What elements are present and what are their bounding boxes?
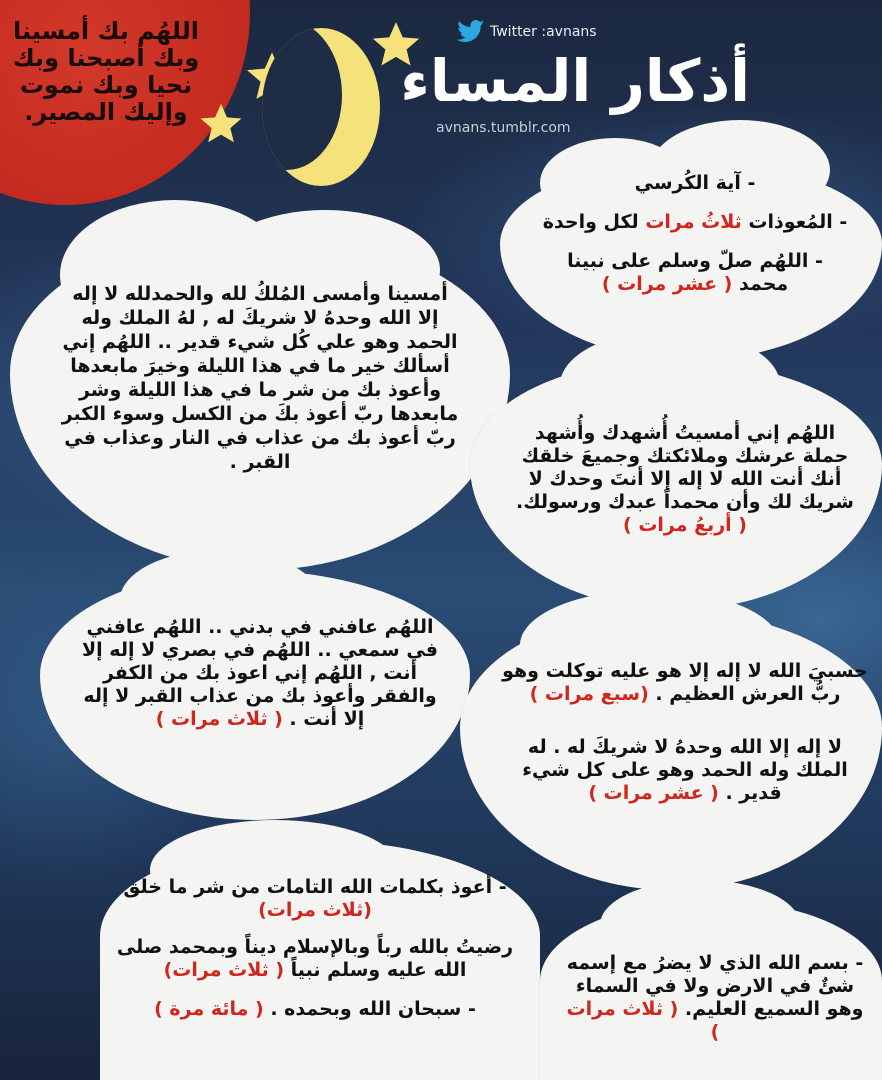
repeat-count: ( ثلاث مرات): [163, 959, 285, 981]
zikr-amsayna: أمسينا وأمسى المُلكُ لله والحمدلله لا إله إلا الله وحدهُ لا شريكَ له , لهُ الملك وله الحمد وهو علي كُل شيء قدير .. اللهُم إني أسألك خير ما في هذا الليلة وخيرَ مابعدها وأعوذ بك من شر ما في هذا الليلة وشر مابعدها ربّ أعوذ بكَ من الكسل وسوء الكبر ربّ أعوذ بك من عذاب في النار وعذاب في القبر .: [61, 283, 459, 473]
zikr-bismillah: - بسم الله الذي لا يضرُ مع إسمه شئٌ في الارض ولا في السماء وهو السميع العليم. ( ثلاث مرات ): [566, 952, 864, 1043]
zikr-subhanallah: - سبحان الله وبحمده . ( مائة مرة ): [154, 998, 476, 1020]
repeat-count: ( ثلاث مرات ): [566, 998, 720, 1043]
repeat-count: ثلاثُ مرات: [645, 211, 742, 233]
zikr-salawat: - اللهُم صلّ وسلم على نبينا محمد ( عشر مرات ): [567, 250, 823, 295]
page-title: أذكار المساء: [400, 47, 750, 115]
zikr-tahlil: لا إله إلا الله وحدهُ لا شريكَ له . له الملك وله الحمد وهو على كل شيء قدير . ( عشر مرات ): [522, 736, 848, 804]
star-icon: [198, 102, 244, 148]
zikr-ayat-alkursi: - آية الكُرسي: [634, 172, 756, 194]
repeat-count: ( عشر مرات ): [601, 273, 733, 295]
zikr-amsaytu-ushhiduk: اللهُم إني أمسيتُ أُشهدك وأُشهد حملة عرشك وملائكتك وجميعَ خلقك أنك أنت الله لا إله إلا أنتَ وحدك لا شريك لك وأن محمداً عبدك ورسولك. ( أربعُ مرات ): [516, 422, 854, 536]
twitter-handle: Twitter :avnans: [490, 24, 597, 40]
sun-dua-text: اللهُم بك أمسينا وبك أصبحنا وبك نحيا وبك نموت وإليك المصير.: [12, 17, 200, 126]
repeat-count: (سبع مرات ): [529, 683, 649, 705]
repeat-count: ( عشر مرات ): [588, 782, 719, 804]
repeat-count: ( ثلاث مرات ): [155, 708, 283, 730]
zikr-afini: اللهُم عافني في بدني .. اللهُم عافني في سمعي .. اللهُم في بصري لا إله إلا أنت , اللهُم إني اعوذ بك من الكفر والفقر وأعوذ بك من عذاب القبر لا إله إلا أنت . ( ثلاث مرات ): [82, 616, 438, 730]
zikr-hasbiyallah: حسبيَ الله لا إله إلا هو عليه توكلت وهو ربُّ العرش العظيم . (سبع مرات ): [502, 660, 868, 705]
zikr-audhu-bikalimat: - أعوذ بكلمات الله التامات من شر ما خلق (ثلاث مرات): [123, 876, 507, 921]
twitter-bird-icon: [456, 20, 486, 44]
repeat-count: ( أربعُ مرات ): [623, 514, 747, 536]
twitter-link: [456, 20, 597, 44]
zikr-muawwidhat: - المُعوذات ثلاثُ مرات لكل واحدة: [542, 211, 848, 233]
repeat-count: ( مائة مرة ): [154, 998, 264, 1020]
crescent-moon-icon: [262, 28, 380, 186]
zikr-raditu: رضيتُ بالله رباً وبالإسلام ديناً وبمحمد صلى الله عليه وسلم نبياً ( ثلاث مرات): [116, 936, 514, 981]
repeat-count: (ثلاث مرات): [258, 899, 372, 921]
website-url: avnans.tumblr.com: [436, 120, 571, 136]
